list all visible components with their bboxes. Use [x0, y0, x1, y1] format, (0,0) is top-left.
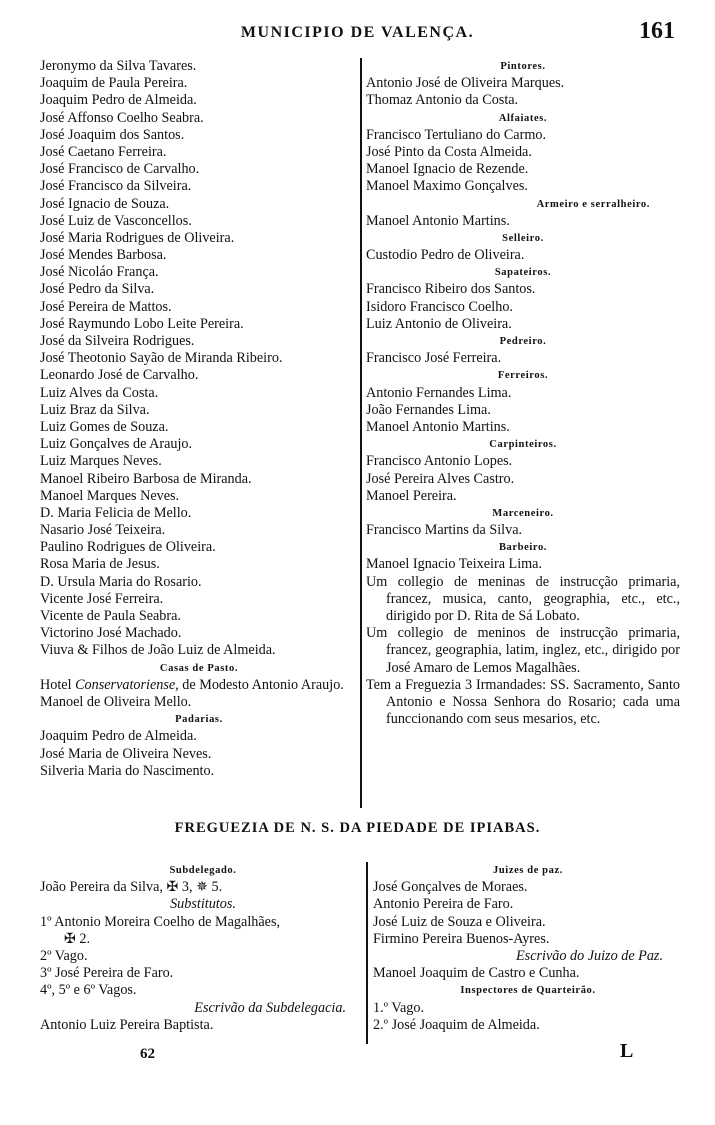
list-item: Thomaz Antonio da Costa.: [366, 92, 519, 109]
escrivao-juizo-heading: Escrivão do Juizo de Paz.: [516, 947, 663, 964]
marceneiro-heading: Marceneiro.: [492, 507, 554, 519]
list-item: Custodio Pedro de Oliveira.: [366, 247, 525, 264]
pedreiro-heading: Pedreiro.: [499, 336, 547, 347]
selleiro-heading: Selleiro.: [502, 232, 544, 244]
casas-de-pasto-heading: Casas de Pasto.: [159, 662, 239, 674]
list-item: Antonio Luiz Pereira Baptista.: [40, 1016, 214, 1033]
armeiro-heading: Armeiro e serralheiro.: [536, 198, 650, 210]
list-item: Francisco Antonio Lopes.: [366, 453, 513, 470]
list-item: Vicente de Paula Seabra.: [40, 608, 181, 624]
subdelegado-entry: João Pereira da Silva, ✠ 3, ✵ 5.: [40, 879, 223, 896]
list-item: José Pereira de Mattos.: [40, 298, 172, 315]
hotel-entry: Hotel Conservatoriense, de Modesto Antonio Araujo.: [40, 676, 344, 693]
list-item: Manoel Ribeiro Barbosa de Miranda.: [40, 470, 252, 487]
list-item: Paulino Rodrigues de Oliveira.: [40, 539, 216, 556]
list-item: José Pedro da Silva.: [40, 281, 155, 298]
column-divider-lower: [366, 862, 368, 1044]
list-item: Nasario José Teixeira.: [40, 522, 166, 539]
list-item: Manoel Maximo Gonçalves.: [366, 178, 528, 195]
list-item: José Caetano Ferreira.: [40, 143, 167, 160]
list-item: José Luiz de Souza e Oliveira.: [373, 913, 546, 930]
subdelegado-heading: Subdelegado.: [169, 865, 237, 876]
page-header: [40, 18, 675, 48]
upper-right-column: [366, 58, 680, 728]
corner-mark: L: [620, 1040, 634, 1062]
hotel-name: Conservatoriense: [75, 676, 176, 693]
column-divider-upper: [360, 58, 362, 808]
page-number: 161: [639, 18, 675, 44]
list-item: 4º, 5º e 6º Vagos.: [40, 982, 137, 999]
list-item: Manoel Antonio Martins.: [366, 212, 510, 229]
list-item: José da Silveira Rodrigues.: [40, 333, 195, 349]
notes-block: [366, 574, 680, 729]
list-item: Silveria Maria do Nascimento.: [40, 762, 215, 779]
note-paragraph: Um collegio de meninas de instrucção primaria, francez, musica, canto, geographia, etc., etc., dirigido por D. Rita de Sá Lobato.: [366, 573, 680, 625]
list-item: 2º Vago.: [40, 947, 88, 964]
list-item: José Maria de Oliveira Neves.: [40, 745, 212, 762]
list-item: Antonio José de Oliveira Marques.: [366, 75, 565, 92]
list-item: 1º Antonio Moreira Coelho de Magalhães,: [40, 913, 281, 930]
list-item: Francisco Ribeiro dos Santos.: [366, 281, 536, 298]
list-item: José Francisco da Silveira.: [40, 178, 192, 195]
list-item: Isidoro Francisco Coelho.: [366, 298, 513, 315]
list-item: Jeronymo da Silva Tavares.: [40, 58, 197, 74]
alfaiates-heading: Alfaiates.: [498, 112, 548, 124]
lower-right-column: [373, 862, 683, 1034]
running-title: MUNICIPIO DE VALENÇA.: [240, 24, 475, 41]
sapateiros-heading: Sapateiros.: [494, 267, 552, 279]
substitutos-heading: Substitutos.: [170, 896, 236, 913]
juizes-heading: Juizes de paz.: [493, 865, 563, 876]
carpinteiros-heading: Carpinteiros.: [489, 439, 557, 451]
list-item: Francisco Martins da Silva.: [366, 522, 523, 539]
list-item: D. Ursula Maria do Rosario.: [40, 573, 202, 590]
honors: ✠ 2.: [64, 930, 91, 947]
list-item: José Gonçalves de Moraes.: [373, 879, 528, 896]
signature-mark: 62: [140, 1046, 155, 1062]
honors: ✠ 3, ✵ 5.: [166, 879, 223, 896]
list-item: José Nicoláo França.: [40, 264, 159, 281]
substitutos-list: [40, 948, 366, 1000]
list-item: 3º José Pereira de Faro.: [40, 965, 174, 982]
juizes-list: [373, 879, 683, 948]
list-item: Firmino Pereira Buenos-Ayres.: [373, 930, 550, 947]
escrivao-subdelegacia-heading: Escrivão da Subdelegacia.: [194, 999, 346, 1016]
note-paragraph: Um collegio de meninos de instrucção primaria, francez, geographia, latim, inglez, etc., dirigido por José Amaro de Lemos Magalhães.: [366, 625, 680, 676]
list-item: Antonio Pereira de Faro.: [373, 896, 514, 913]
inspectores-list: [373, 1000, 683, 1034]
list-item: Joaquim de Paula Pereira.: [40, 75, 188, 92]
list-item: Victorino José Machado.: [40, 625, 182, 642]
list-item: Antonio Fernandes Lima.: [366, 384, 512, 401]
padarias-heading: Padarias.: [175, 714, 223, 726]
list-item: Manoel Ignacio de Rezende.: [366, 161, 529, 178]
lower-left-column: [40, 862, 366, 1034]
list-item: José Ignacio de Souza.: [40, 195, 170, 212]
list-item: Francisco José Ferreira.: [366, 350, 502, 367]
list-item: Manoel de Oliveira Mello.: [40, 693, 192, 710]
list-item: José Theotonio Sayão de Miranda Ribeiro.: [40, 350, 283, 367]
list-item: Rosa Maria de Jesus.: [40, 556, 160, 573]
list-item: Joaquim Pedro de Almeida.: [40, 92, 197, 109]
note-paragraph: Tem a Freguezia 3 Irmandades: SS. Sacramento, Santo Antonio e Nossa Senhora do Rosario; cada uma funccionando com seus mesarios, etc.: [366, 676, 680, 728]
list-item: Vicente José Ferreira.: [40, 590, 164, 607]
list-item: José Francisco de Carvalho.: [40, 161, 200, 178]
list-item: Manoel Ignacio Teixeira Lima.: [366, 556, 543, 573]
trades-list: [366, 58, 680, 574]
list-item: José Affonso Coelho Seabra.: [40, 109, 204, 126]
list-item: Luiz Marques Neves.: [40, 453, 162, 470]
list-item: José Joaquim dos Santos.: [40, 126, 185, 143]
list-item: Manoel Antonio Martins.: [366, 418, 510, 435]
list-item: José Raymundo Lobo Leite Pereira.: [40, 315, 244, 332]
list-item: Francisco Tertuliano do Carmo.: [366, 126, 546, 143]
list-item: Luiz Alves da Costa.: [40, 384, 159, 401]
list-item: José Pereira Alves Castro.: [366, 470, 515, 487]
list-item: D. Maria Felicia de Mello.: [40, 504, 192, 521]
list-item: 2.º José Joaquim de Almeida.: [373, 1016, 540, 1033]
list-item: Viuva & Filhos de João Luiz de Almeida.: [40, 642, 276, 659]
list-item: Luiz Gomes de Souza.: [40, 418, 169, 435]
list-item: José Luiz de Vasconcellos.: [40, 212, 192, 229]
residents-list: [40, 58, 358, 660]
padarias-list: [40, 728, 358, 780]
list-item: José Pinto da Costa Almeida.: [366, 143, 532, 160]
list-item: Manoel Pereira.: [366, 487, 457, 504]
list-item: Manoel Marques Neves.: [40, 487, 180, 504]
list-item: Joaquim Pedro de Almeida.: [40, 728, 197, 745]
barbeiro-heading: Barbeiro.: [498, 542, 548, 554]
list-item: Luiz Gonçalves de Araujo.: [40, 436, 193, 453]
section-title: FREGUEZIA DE N. S. DA PIEDADE DE IPIABAS.: [174, 820, 541, 836]
ferreiros-heading: Ferreiros.: [497, 370, 549, 382]
list-item: Luiz Braz da Silva.: [40, 401, 150, 418]
list-item: Leonardo José de Carvalho.: [40, 367, 199, 384]
list-item: José Maria Rodrigues de Oliveira.: [40, 229, 235, 246]
list-item: João Fernandes Lima.: [366, 401, 491, 418]
list-item: Luiz Antonio de Oliveira.: [366, 315, 512, 332]
pintores-heading: Pintores.: [500, 61, 546, 72]
list-item: 1.º Vago.: [373, 999, 425, 1016]
inspectores-heading: Inspectores de Quarteirão.: [460, 985, 596, 997]
upper-left-column: [40, 58, 358, 780]
list-item: José Mendes Barbosa.: [40, 247, 167, 264]
list-item: Manoel Joaquim de Castro e Cunha.: [373, 965, 580, 982]
